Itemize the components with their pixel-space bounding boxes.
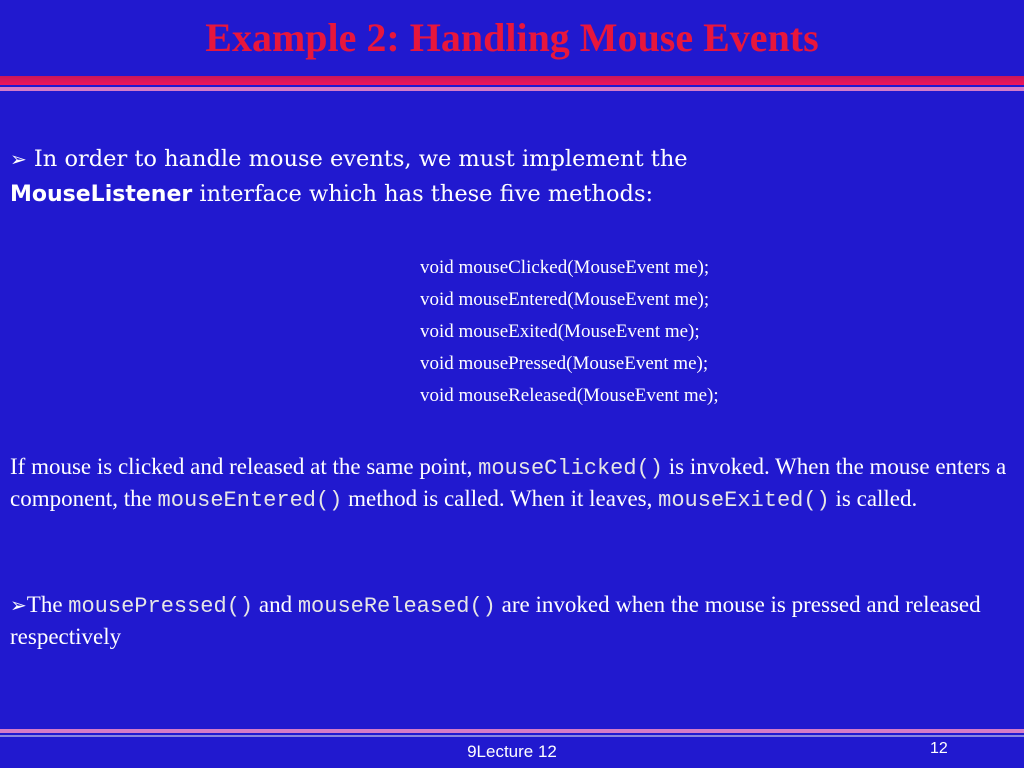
arrow-bullet-icon: ➢ <box>10 593 27 617</box>
para-text: are invoked when the mouse is pressed and released respectively <box>10 592 981 649</box>
code-mouseclicked: mouseClicked() <box>478 456 663 481</box>
method-signature: void mouseReleased(MouseEvent me); <box>420 385 719 406</box>
para-text: and <box>258 592 293 617</box>
footer-divider-pink <box>0 729 1024 733</box>
intro-colon: : <box>645 181 654 207</box>
page-number: 12 <box>930 740 948 757</box>
para-text: is invoked. When the mouse enters a component, the <box>10 454 1007 511</box>
intro-text-cont: interface which has these five methods <box>199 181 646 207</box>
para-text: The <box>26 592 63 617</box>
footer-divider-line <box>0 735 1024 737</box>
intro-bullet <box>10 142 1010 212</box>
para-text: is called. <box>835 486 918 511</box>
code-mousepressed: mousePressed() <box>68 594 254 619</box>
title-divider-red <box>0 76 1024 85</box>
intro-text: In order to handle mouse events, we must implement the <box>33 146 688 172</box>
title-divider-pink <box>0 87 1024 91</box>
click-enter-exit-paragraph <box>10 452 1014 516</box>
arrow-bullet-icon: ➢ <box>10 147 27 171</box>
method-signature: void mouseExited(MouseEvent me); <box>420 321 700 342</box>
method-signature: void mousePressed(MouseEvent me); <box>420 353 709 374</box>
slide-title: Example 2: Handling Mouse Events <box>205 15 819 60</box>
code-mouseentered: mouseEntered() <box>157 488 343 513</box>
method-list <box>420 252 719 412</box>
para-text: method is called. When it leaves, <box>348 486 653 511</box>
footer-label: 9Lecture 12 <box>467 742 557 761</box>
method-signature: void mouseClicked(MouseEvent me); <box>420 257 710 278</box>
pressed-released-bullet <box>10 590 1014 652</box>
code-mousereleased: mouseReleased() <box>297 594 496 619</box>
code-mouseexited: mouseExited() <box>658 488 830 513</box>
mouselistener-term: MouseListener <box>10 182 193 207</box>
para-text: If mouse is clicked and released at the same point, <box>10 454 473 479</box>
method-signature: void mouseEntered(MouseEvent me); <box>420 289 710 310</box>
